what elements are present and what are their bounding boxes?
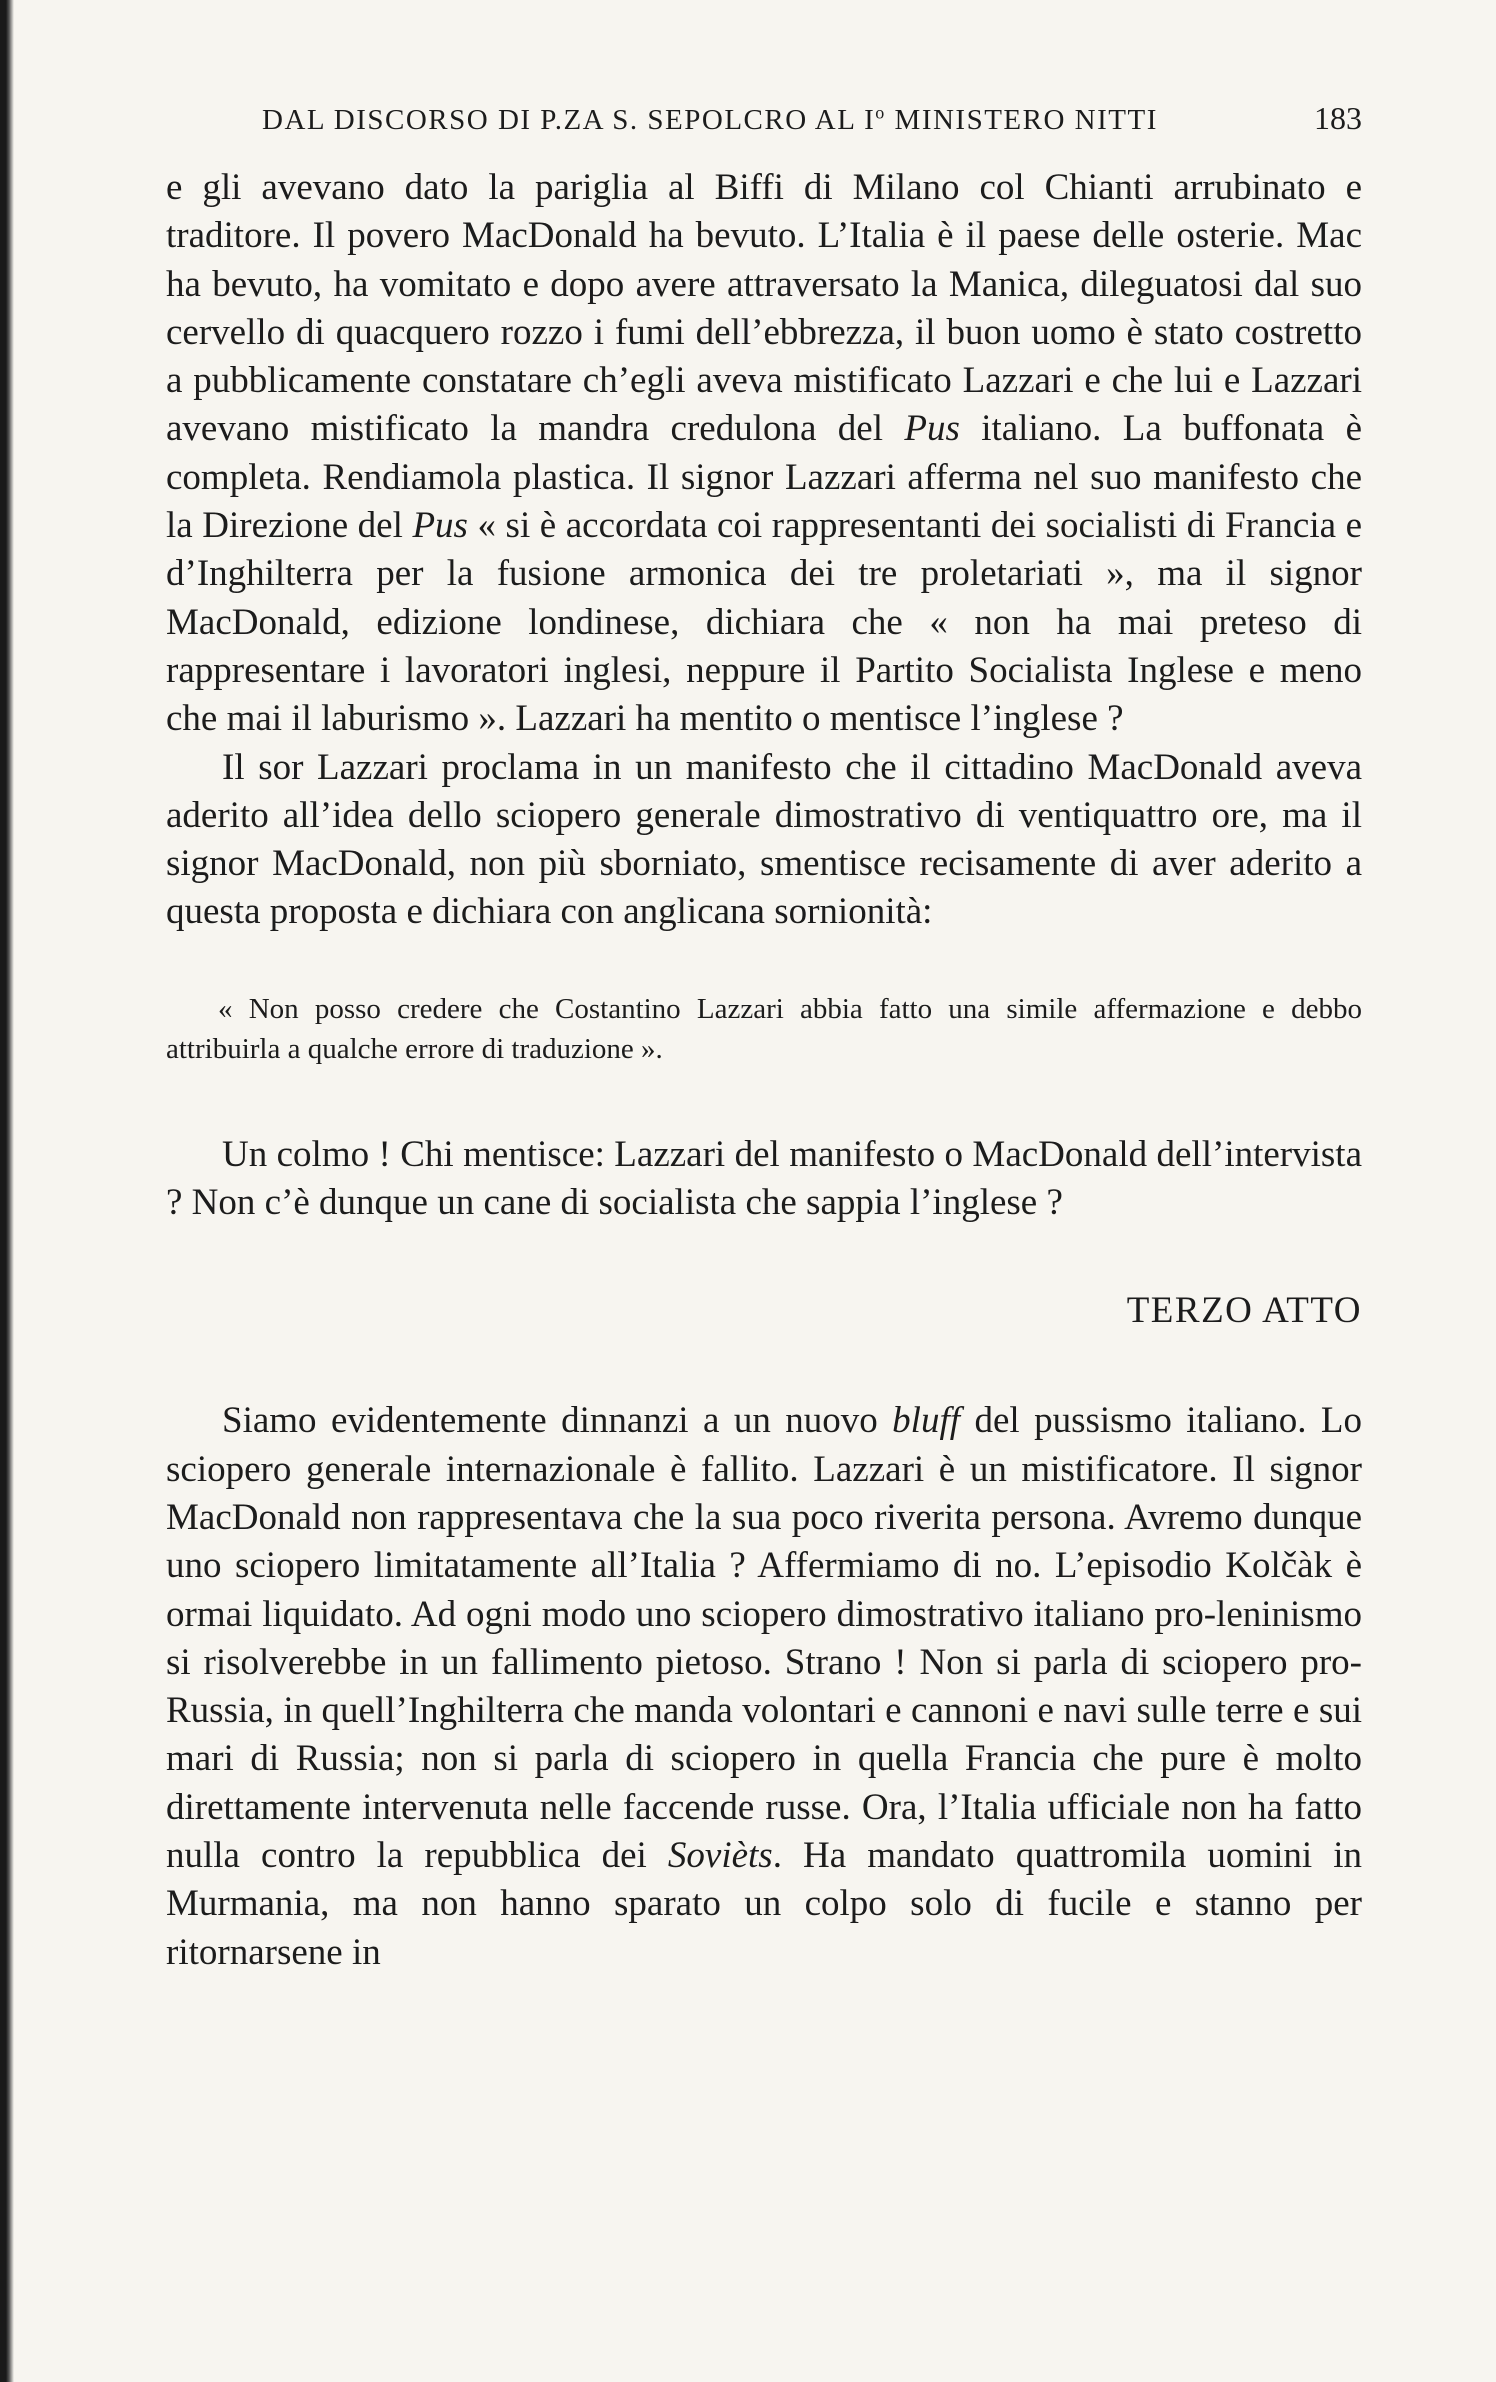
paragraph-4-italic-soviets: Sovièts <box>667 1835 773 1877</box>
paragraph-1-italic-pus-2: Pus <box>412 505 468 547</box>
scan-binding-edge <box>0 0 14 2382</box>
paragraph-1-text-a: e gli avevano dato la pariglia al Biffi di Milano col Chianti arrubinato e traditore. Il povero MacDonald ha bevuto. L’Italia è il paese delle osterie. Mac ha bevuto, ha vomitato e dopo avere attraversato la Manica, dileguatosi dal suo cervello di quacquero rozzo i fumi dell’ebbrezza, il buon uomo è stato costretto a pubblicamente constatare ch’egli aveva mistificato Lazzari e che lui e Lazzari avevano mistificato la mandra credulona del <box>166 167 1362 450</box>
running-title-main: DAL DISCORSO DI P.ZA S. SEPOLCRO AL I <box>262 104 876 136</box>
running-title <box>262 104 1158 137</box>
paragraph-4-text-b: del pussismo italiano. Lo sciopero generale internazionale è fallito. Lazzari è un mistificatore. Il signor MacDonald non rappresentava che la sua poco riverita persona. Avremo dunque uno sciopero limitatamente all’Italia ? Affermiamo di no. L’episodio Kolčàk è ormai liquidato. Ad ogni modo uno sciopero dimostrativo italiano pro-leninismo si risolverebbe in un fallimento pietoso. Strano ! Non si parla di sciopero pro-Russia, in quell’Inghilterra che manda volontari e cannoni e navi sulle terre e sui mari di Russia; non si parla di sciopero in quella Francia che pure è molto direttamente intervenuta nelle faccende russe. Ora, l’Italia ufficiale non ha fatto nulla contro la repubblica dei <box>166 1400 1362 1877</box>
paragraph-1-italic-pus-1: Pus <box>904 408 960 450</box>
paragraph-4-italic-bluff: bluff <box>892 1400 961 1442</box>
paragraph-1 <box>166 164 1362 744</box>
running-header <box>262 100 1362 164</box>
paragraph-1-text-b: italiano. La buffonata è completa. Rendiamola plastica. Il signor Lazzari afferma nel suo manifesto che la Direzione del <box>166 408 1363 547</box>
paragraph-4-text-a: Siamo evidentemente dinnanzi a un nuovo <box>222 1400 893 1442</box>
running-title-superscript: o <box>875 102 886 123</box>
section-title: TERZO ATTO <box>1126 1290 1362 1332</box>
body-text <box>166 164 1362 1977</box>
paragraph-4 <box>166 1397 1362 1977</box>
paragraph-3: Un colmo ! Chi mentisce: Lazzari del manifesto o MacDonald dell’intervista ? Non c’è dunque un cane di socialista che sappia l’inglese ? <box>166 1133 1362 1224</box>
paragraph-1-text-c: « si è accordata coi rappresentanti dei socialisti di Francia e d’Inghilterra per la fusione armonica dei tre proletariati », ma il signor MacDonald, edizione londinese, dichiara che « non ha mai preteso di rappresentare i lavoratori inglesi, neppure il Partito Socialista Inglese e meno che mai il laburismo ». Lazzari ha mentito o mentisce l’inglese ? <box>166 505 1362 740</box>
paragraph-4-text-c: . Ha mandato quattromila uomini in Murmania, ma non hanno sparato un colpo solo di fucile e stanno per ritornarsene in <box>166 1835 1363 1973</box>
book-page <box>166 100 1362 1977</box>
page-number: 183 <box>1314 100 1362 136</box>
paragraph-2: Il sor Lazzari proclama in un manifesto che il cittadino MacDonald aveva aderito all’idea dello sciopero generale dimostrativo di ventiquattro ore, ma il signor MacDonald, non più sborniato, smentisce recisamente di aver aderito a questa proposta e dichiara con anglicana sornionità: <box>166 746 1362 933</box>
running-title-rest: MINISTERO NITTI <box>885 104 1158 136</box>
block-quote: « Non posso credere che Costantino Lazzari abbia fatto una simile affermazione e debbo attribuirla a qualche errore di traduzione ». <box>166 992 1362 1065</box>
